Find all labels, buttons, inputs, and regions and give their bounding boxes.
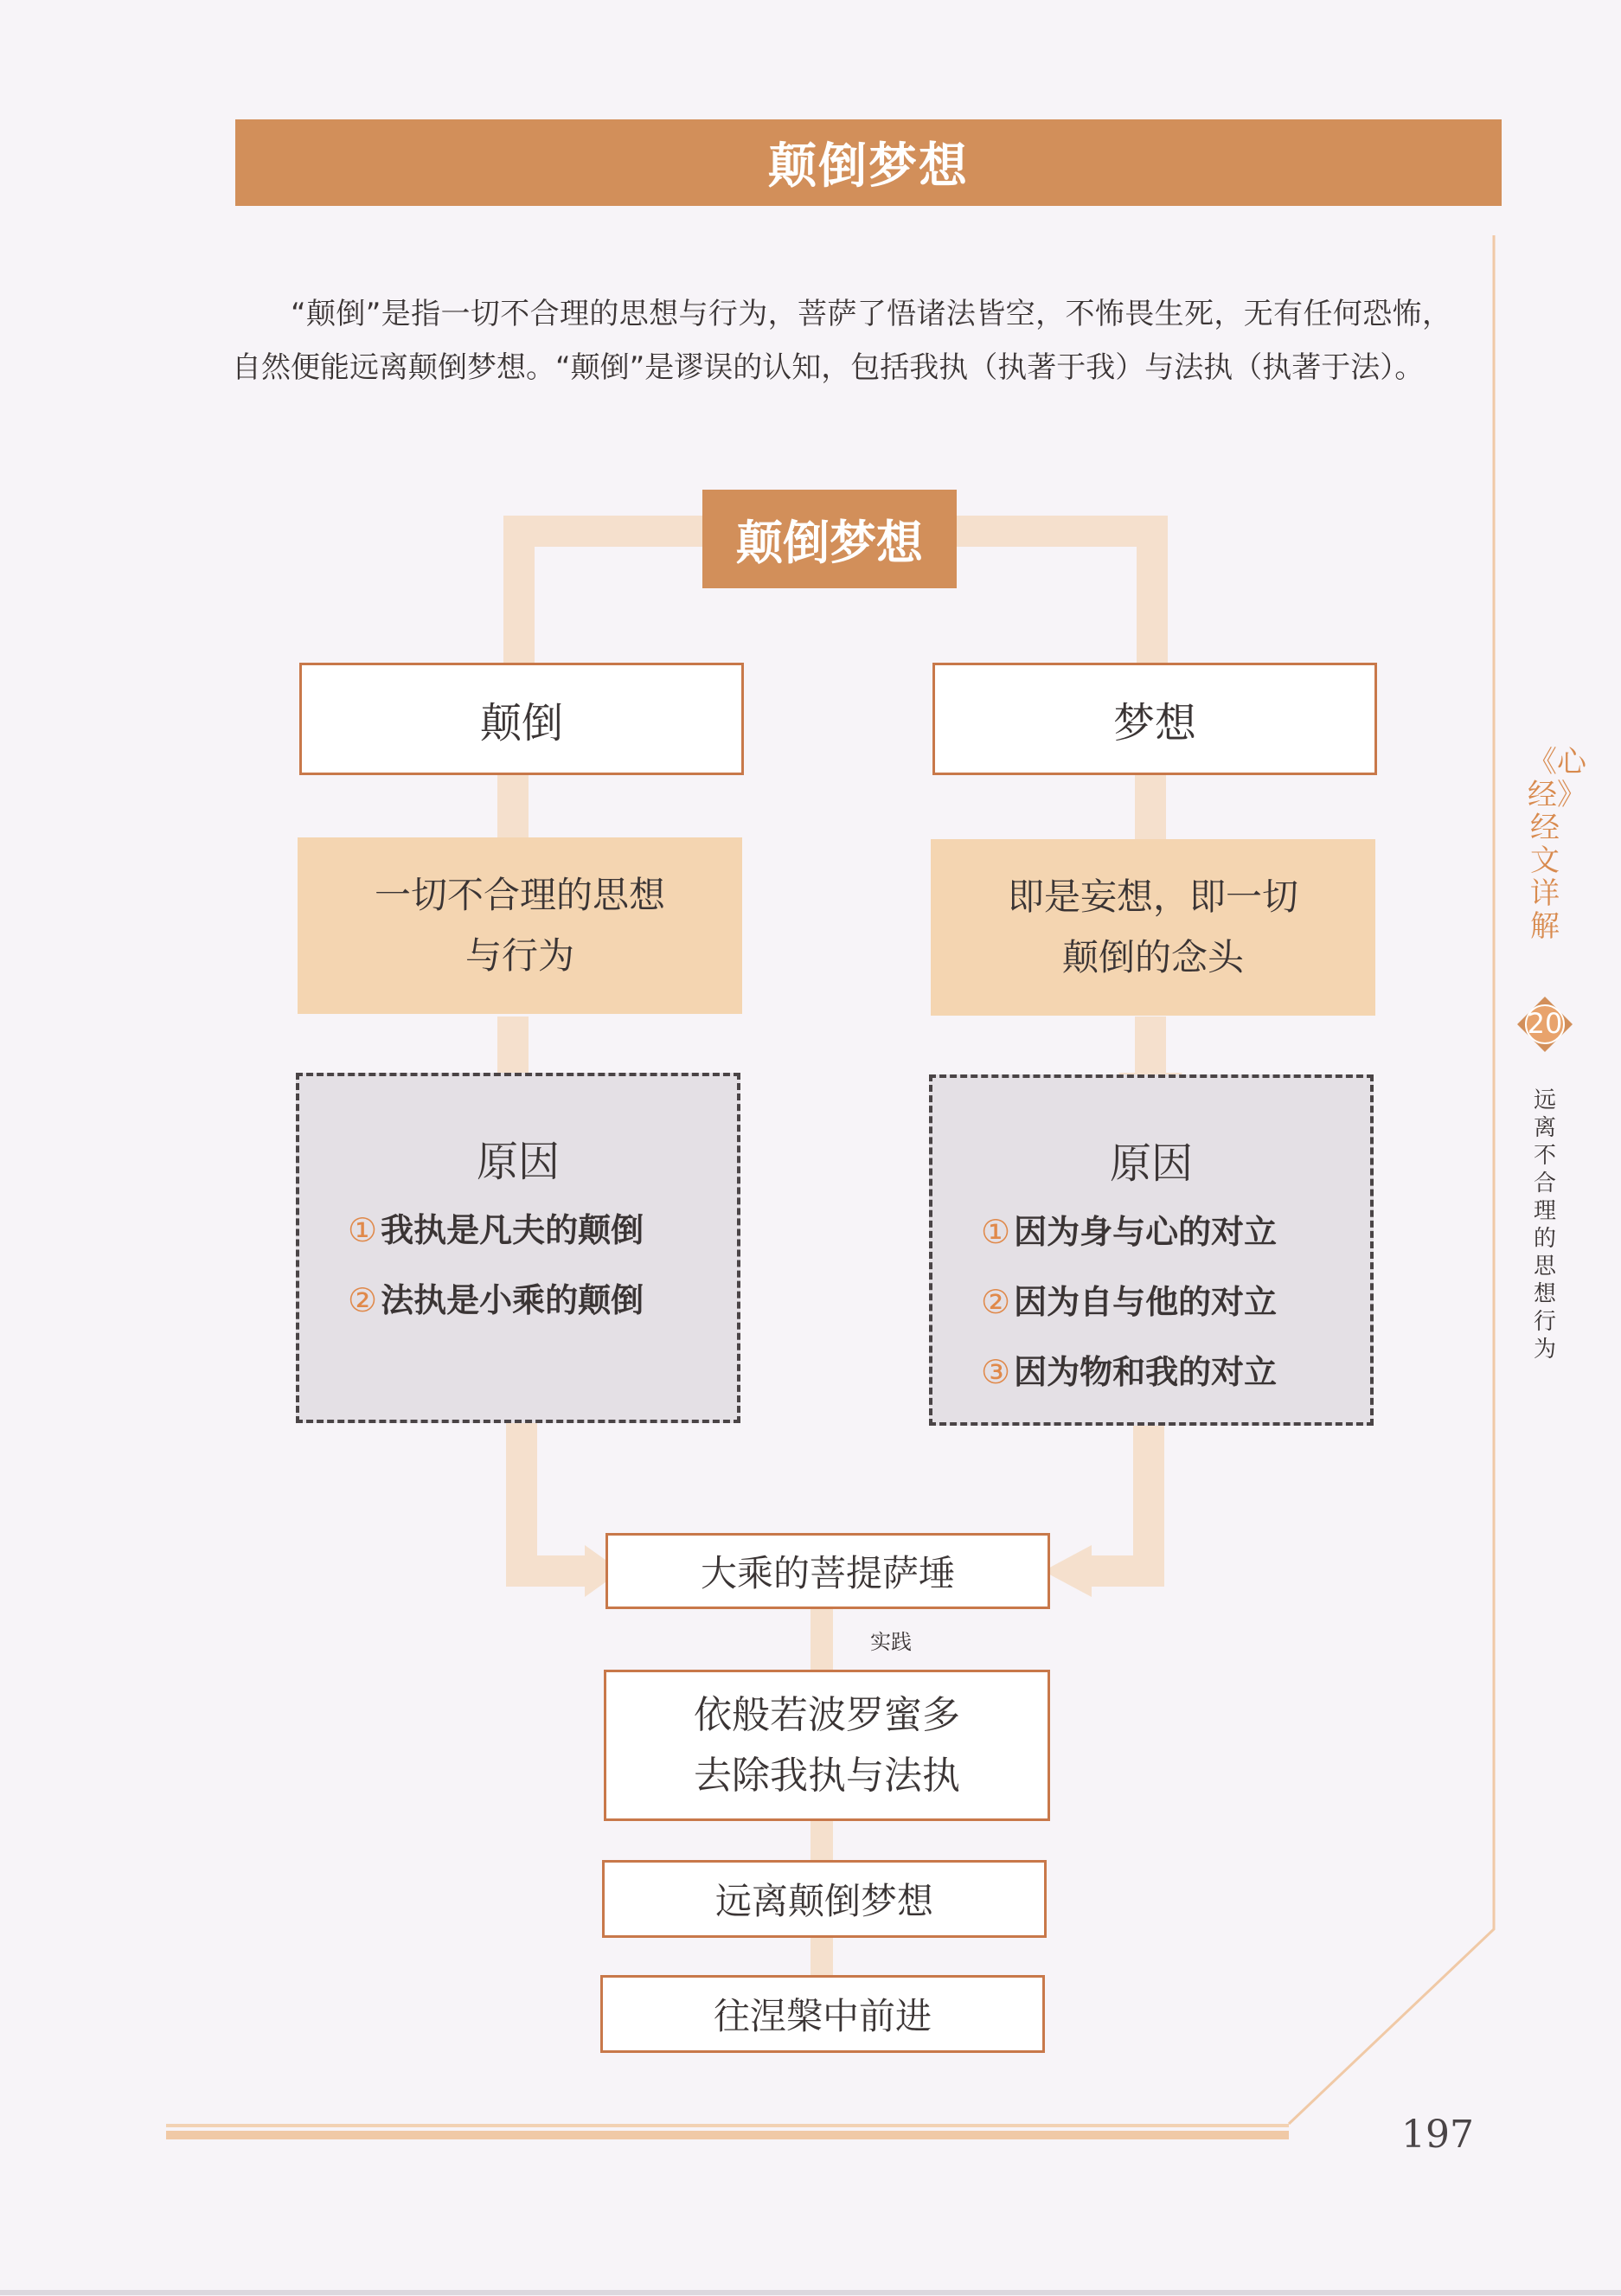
step3-label: 往涅槃中前进 [713, 1995, 932, 2037]
page-title: 颠倒梦想 [768, 138, 969, 195]
step1-line-2: 去除我执与法执 [694, 1753, 960, 1798]
left-reasons-title: 原因 [476, 1138, 560, 1186]
left-reasons-box [296, 1073, 740, 1423]
left-definition-line-2: 与行为 [465, 934, 574, 977]
right-reasons-title: 原因 [1109, 1139, 1193, 1188]
side-tab [1519, 745, 1586, 1645]
right-reason-1: ① 因为身与心的对立 [981, 1212, 1278, 1251]
right-reason-3: ③ 因为物和我的对立 [981, 1352, 1278, 1391]
left-heading-box [299, 663, 744, 775]
right-heading: 梦想 [1112, 698, 1196, 747]
left-definition-box [298, 837, 742, 1014]
merge-label: 大乘的菩提萨埵 [700, 1552, 955, 1594]
right-heading-box [932, 663, 1377, 775]
step2-label: 远离颠倒梦想 [714, 1880, 933, 1922]
step3-box [600, 1975, 1045, 2053]
chapter-number: 20 [1527, 1007, 1563, 1040]
right-reason-2: ② 因为自与他的对立 [981, 1282, 1278, 1321]
right-definition-line-1: 即是妄想，即一切 [1007, 875, 1298, 918]
practice-label: 实践 [870, 1630, 912, 1654]
step2-box [602, 1860, 1047, 1938]
step1-line-1: 依般若波罗蜜多 [694, 1692, 960, 1737]
right-definition-line-2: 颠倒的念头 [1061, 936, 1244, 978]
chapter-badge [1515, 995, 1574, 1054]
right-definition-box [931, 839, 1375, 1016]
merge-box [605, 1533, 1050, 1609]
left-heading: 颠倒 [479, 698, 563, 747]
page-number: 197 [1401, 2113, 1474, 2157]
right-reasons-box [929, 1074, 1374, 1426]
step1-box [604, 1670, 1050, 1821]
side-tab-book-title: 《心经》经文详解 [1528, 745, 1586, 944]
left-reason-1: ① 我执是凡夫的颠倒 [348, 1210, 644, 1249]
left-reason-2: ② 法执是小乘的颠倒 [348, 1280, 644, 1319]
intro-paragraph: “颠倒”是指一切不合理的思想与行为，菩萨了悟诸法皆空，不怖畏生死，无有任何恐怖，自然便能远离颠倒梦想。“颠倒”是谬误的认知，包括我执（执著于我）与法执（执著于法）。 [232, 297, 1451, 385]
left-definition-line-1: 一切不合理的思想 [374, 874, 665, 916]
flowchart-title: 颠倒梦想 [702, 490, 957, 588]
side-tab-chapter-title: 远离不合理的思想行为 [1533, 1087, 1556, 1363]
